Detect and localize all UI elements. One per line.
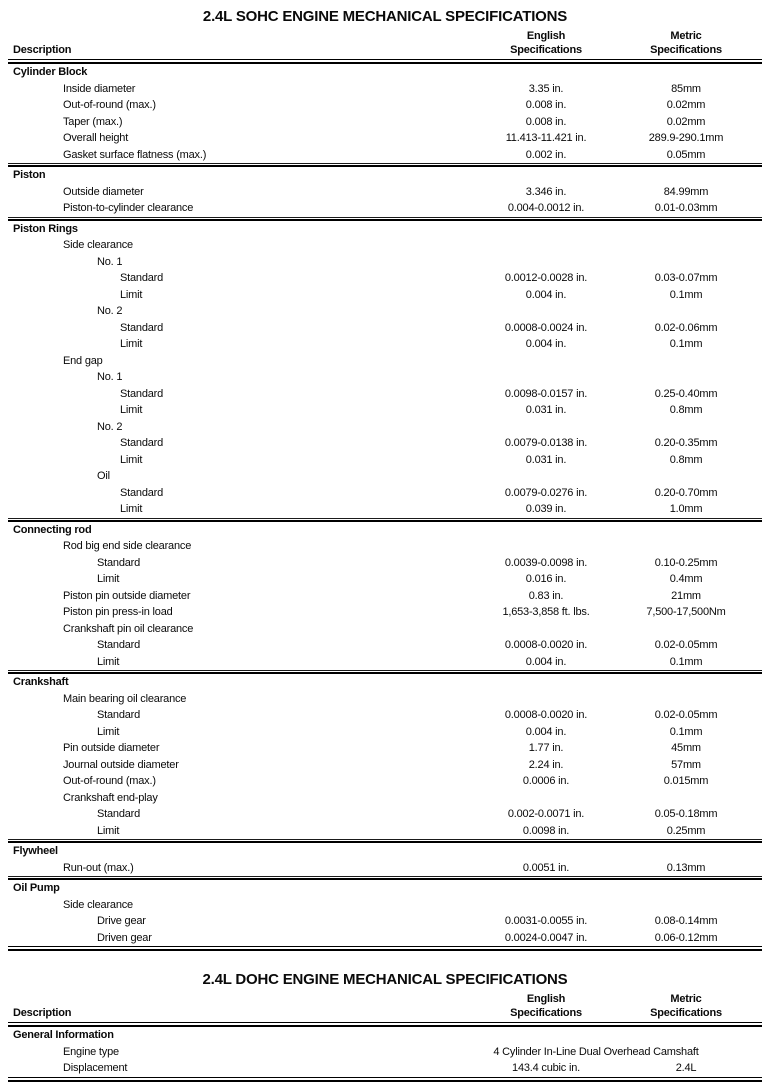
- spec-value-english: 0.016 in.: [525, 573, 567, 586]
- spec-value-english: 3.346 in.: [525, 185, 567, 198]
- spec-row: [0, 386, 770, 403]
- column-header-description: Description: [13, 44, 72, 56]
- column-header-english-line2: Specifications: [510, 44, 582, 56]
- spec-value-metric: 0.8mm: [669, 404, 703, 417]
- spec-label: Crankshaft pin oil clearance: [63, 622, 194, 635]
- spec-row: [0, 501, 770, 518]
- spec-row: [0, 588, 770, 605]
- column-header-english-line1: English: [526, 993, 566, 1005]
- spec-row: [0, 353, 770, 370]
- spec-value-english: 1.77 in.: [528, 742, 564, 755]
- column-header-metric-line1: Metric: [670, 30, 702, 42]
- column-header-metric-line2: Specifications: [650, 44, 722, 56]
- spec-value-english: 0.83 in.: [528, 589, 564, 602]
- spec-value-metric: 0.10-0.25mm: [654, 556, 718, 569]
- spec-label: Out-of-round (max.): [63, 99, 156, 112]
- spec-label: Limit: [97, 655, 120, 668]
- spec-label: Limit: [120, 404, 143, 417]
- spec-value-metric: 0.20-0.70mm: [654, 486, 718, 499]
- column-header-metric: [636, 992, 736, 1020]
- spec-label: Oil: [97, 470, 110, 483]
- spec-value-english: 3.35 in.: [528, 82, 564, 95]
- spec-label: Taper (max.): [63, 115, 123, 128]
- spec-row: [0, 555, 770, 572]
- spec-value-english: 1,653-3,858 ft. lbs.: [502, 606, 590, 619]
- section-header-label: Connecting rod: [13, 523, 92, 536]
- spec-row: [0, 130, 770, 147]
- spec-value-metric: 0.4mm: [669, 573, 703, 586]
- spec-label: Out-of-round (max.): [63, 775, 156, 788]
- table-bottom-rule: [8, 1077, 762, 1082]
- spec-row: [0, 724, 770, 741]
- spec-label: Displacement: [63, 1062, 128, 1075]
- spec-label: Limit: [120, 453, 143, 466]
- spec-value-english: 0.0012-0.0028 in.: [504, 272, 588, 285]
- spec-label: No. 1: [97, 255, 123, 268]
- spec-row: [0, 773, 770, 790]
- spec-value-english: 0.0031-0.0055 in.: [504, 915, 588, 928]
- spec-label: Overall height: [63, 132, 129, 145]
- spec-row: [0, 860, 770, 877]
- spec-value-metric: 0.1mm: [669, 338, 703, 351]
- spec-label: Main bearing oil clearance: [63, 692, 187, 705]
- spec-label: Side clearance: [63, 898, 133, 911]
- spec-label: Outside diameter: [63, 185, 144, 198]
- spec-value-english: 0.0024-0.0047 in.: [504, 931, 588, 944]
- spec-value-metric: 0.20-0.35mm: [654, 437, 718, 450]
- spec-value-metric: 0.015mm: [663, 775, 709, 788]
- spec-value-english: 0.0051 in.: [522, 861, 570, 874]
- spec-label: Run-out (max.): [63, 861, 134, 874]
- section-header-label: Piston: [13, 169, 46, 182]
- spec-value-english: 0.004 in.: [525, 288, 567, 301]
- spec-value-metric: 0.01-0.03mm: [654, 202, 718, 215]
- spec-row: [0, 1044, 770, 1061]
- spec-label: Standard: [97, 808, 141, 821]
- section-header-row: [0, 880, 770, 897]
- spec-row: [0, 114, 770, 131]
- spec-row: [0, 485, 770, 502]
- column-header-metric: [636, 29, 736, 57]
- spec-row: [0, 740, 770, 757]
- spec-value-metric: 0.02-0.06mm: [654, 321, 718, 334]
- spec-label: Side clearance: [63, 239, 133, 252]
- column-header-english-line2: Specifications: [510, 1007, 582, 1019]
- spec-label: Standard: [97, 556, 141, 569]
- table-title: 2.4L DOHC ENGINE MECHANICAL SPECIFICATIONS: [202, 971, 568, 988]
- spec-row: [0, 538, 770, 555]
- spec-value-metric: 7,500-17,500Nm: [646, 606, 726, 619]
- spec-row: [0, 336, 770, 353]
- spec-label: Rod big end side clearance: [63, 540, 192, 553]
- column-header-description: Description: [13, 1007, 72, 1019]
- spec-row: [0, 571, 770, 588]
- column-header-row: [0, 992, 770, 1020]
- section-header-row: [0, 1027, 770, 1044]
- section-header-label: Crankshaft: [13, 676, 69, 689]
- spec-value-english: 2.24 in.: [528, 758, 564, 771]
- spec-row: [0, 320, 770, 337]
- table-body: [0, 64, 770, 951]
- spec-row: [0, 287, 770, 304]
- spec-label: Standard: [120, 321, 164, 334]
- spec-value-metric: 57mm: [671, 758, 701, 771]
- spec-row: [0, 369, 770, 386]
- spec-row: [0, 419, 770, 436]
- spec-value-metric: 289.9-290.1mm: [648, 132, 724, 145]
- spec-row: [0, 254, 770, 271]
- spec-label: Crankshaft end-play: [63, 791, 158, 804]
- spec-value-metric: 84.99mm: [663, 185, 709, 198]
- spec-value-english: 0.008 in.: [525, 115, 567, 128]
- spec-value-metric: 85mm: [671, 82, 701, 95]
- spec-value-english: 0.0079-0.0276 in.: [504, 486, 588, 499]
- spec-row: [0, 823, 770, 840]
- spec-row: [0, 604, 770, 621]
- spec-value-english: 0.0039-0.0098 in.: [504, 556, 588, 569]
- spec-label: Standard: [97, 709, 141, 722]
- spec-value-english: 0.002 in.: [525, 148, 567, 161]
- spec-value-metric: 45mm: [671, 742, 701, 755]
- spec-label: Piston pin outside diameter: [63, 589, 191, 602]
- column-header-metric-line1: Metric: [670, 993, 702, 1005]
- spec-value-english: 0.0079-0.0138 in.: [504, 437, 588, 450]
- spec-label: Limit: [97, 573, 120, 586]
- spec-row: [0, 691, 770, 708]
- spec-value-english: 0.0006 in.: [522, 775, 570, 788]
- spec-value-english: 0.004 in.: [525, 655, 567, 668]
- spec-label: Engine type: [63, 1045, 119, 1058]
- spec-row: [0, 81, 770, 98]
- spec-label: Inside diameter: [63, 82, 136, 95]
- spec-label: Driven gear: [97, 931, 152, 944]
- section-header-row: [0, 522, 770, 539]
- table-body: [0, 1027, 770, 1082]
- spec-row: [0, 621, 770, 638]
- spec-label: Limit: [120, 503, 143, 516]
- spec-row: [0, 707, 770, 724]
- column-header-english: [456, 992, 636, 1020]
- spec-value-metric: 1.0mm: [669, 503, 703, 516]
- section-header-label: Cylinder Block: [13, 66, 88, 79]
- spec-label: Gasket surface flatness (max.): [63, 148, 207, 161]
- spec-label: Limit: [120, 288, 143, 301]
- spec-label: Standard: [120, 272, 164, 285]
- spec-table: [0, 951, 770, 1082]
- spec-row: [0, 402, 770, 419]
- section-header-label: Flywheel: [13, 845, 58, 858]
- spec-value-metric: 0.8mm: [669, 453, 703, 466]
- spec-value-english: 143.4 cubic in.: [512, 1062, 580, 1075]
- spec-label: Standard: [120, 437, 164, 450]
- spec-value-metric: 0.02-0.05mm: [654, 709, 718, 722]
- spec-value-metric: 0.08-0.14mm: [654, 915, 718, 928]
- spec-value-metric: 0.03-0.07mm: [654, 272, 718, 285]
- spec-row: [0, 452, 770, 469]
- spec-row: [0, 637, 770, 654]
- spec-value-metric: 21mm: [671, 589, 701, 602]
- spec-label: Limit: [97, 824, 120, 837]
- spec-value-english: 0.004 in.: [525, 338, 567, 351]
- section-header-label: General Information: [13, 1029, 114, 1042]
- section-header-label: Piston Rings: [13, 222, 78, 235]
- spec-row: [0, 237, 770, 254]
- table-title: 2.4L SOHC ENGINE MECHANICAL SPECIFICATIONS: [202, 8, 568, 25]
- spec-row: [0, 270, 770, 287]
- spec-value-metric: 0.1mm: [669, 288, 703, 301]
- spec-value-metric: 0.25mm: [666, 824, 706, 837]
- spec-value-english: 0.002-0.0071 in.: [507, 808, 585, 821]
- spec-label: No. 2: [97, 305, 123, 318]
- spec-label: No. 1: [97, 371, 123, 384]
- column-header-row: [0, 29, 770, 57]
- spec-value-metric: 0.13mm: [666, 861, 706, 874]
- spec-row: [0, 303, 770, 320]
- spec-value-english: 0.008 in.: [525, 99, 567, 112]
- spec-value-metric: 0.02mm: [666, 99, 706, 112]
- spec-value-metric: 0.02-0.05mm: [654, 639, 718, 652]
- spec-label: Pin outside diameter: [63, 742, 160, 755]
- spec-row: [0, 147, 770, 164]
- spec-label: Limit: [97, 725, 120, 738]
- column-header-english-line1: English: [526, 30, 566, 42]
- spec-value-english: 0.004-0.0012 in.: [507, 202, 585, 215]
- spec-label: Piston-to-cylinder clearance: [63, 202, 194, 215]
- spec-row: [0, 913, 770, 930]
- column-header-english: [456, 29, 636, 57]
- spec-label: Piston pin press-in load: [63, 606, 173, 619]
- spec-value-english: 0.039 in.: [525, 503, 567, 516]
- spec-row: [0, 930, 770, 947]
- spec-label: Standard: [120, 387, 164, 400]
- spec-row: [0, 468, 770, 485]
- spec-value-english: 11.413-11.421 in.: [505, 132, 587, 145]
- spec-row: [0, 806, 770, 823]
- spec-label: Journal outside diameter: [63, 758, 179, 771]
- spec-value-english: 0.0098 in.: [522, 824, 570, 837]
- section-header-row: [0, 221, 770, 238]
- spec-row: [0, 757, 770, 774]
- spec-label: End gap: [63, 354, 103, 367]
- spec-value-english: 0.031 in.: [525, 404, 567, 417]
- spec-row: [0, 654, 770, 671]
- spec-value-metric: 0.1mm: [669, 655, 703, 668]
- spec-label: Limit: [120, 338, 143, 351]
- spec-value-metric: 0.1mm: [669, 725, 703, 738]
- section-header-row: [0, 167, 770, 184]
- spec-value-english: 0.0098-0.0157 in.: [504, 387, 588, 400]
- spec-row: [0, 435, 770, 452]
- spec-label: Standard: [97, 639, 141, 652]
- section-header-row: [0, 64, 770, 81]
- spec-value-spanning: 4 Cylinder In-Line Dual Overhead Camshaft: [493, 1045, 699, 1058]
- spec-value-english: 0.031 in.: [525, 453, 567, 466]
- column-header-metric-line2: Specifications: [650, 1007, 722, 1019]
- spec-row: [0, 1060, 770, 1077]
- spec-value-english: 0.0008-0.0020 in.: [504, 639, 588, 652]
- spec-value-metric: 0.02mm: [666, 115, 706, 128]
- section-header-row: [0, 674, 770, 691]
- spec-row: [0, 184, 770, 201]
- spec-value-metric: 0.05mm: [666, 148, 706, 161]
- spec-value-english: 0.004 in.: [525, 725, 567, 738]
- spec-row: [0, 790, 770, 807]
- spec-row: [0, 200, 770, 217]
- spec-value-english: 0.0008-0.0020 in.: [504, 709, 588, 722]
- spec-value-metric: 2.4L: [675, 1062, 697, 1075]
- spec-label: Standard: [120, 486, 164, 499]
- section-header-row: [0, 843, 770, 860]
- spec-value-metric: 0.05-0.18mm: [654, 808, 718, 821]
- spec-value-metric: 0.25-0.40mm: [654, 387, 718, 400]
- spec-label: No. 2: [97, 420, 123, 433]
- section-header-label: Oil Pump: [13, 882, 60, 895]
- spec-row: [0, 897, 770, 914]
- spec-value-english: 0.0008-0.0024 in.: [504, 321, 588, 334]
- spec-value-metric: 0.06-0.12mm: [654, 931, 718, 944]
- spec-label: Drive gear: [97, 915, 146, 928]
- spec-row: [0, 97, 770, 114]
